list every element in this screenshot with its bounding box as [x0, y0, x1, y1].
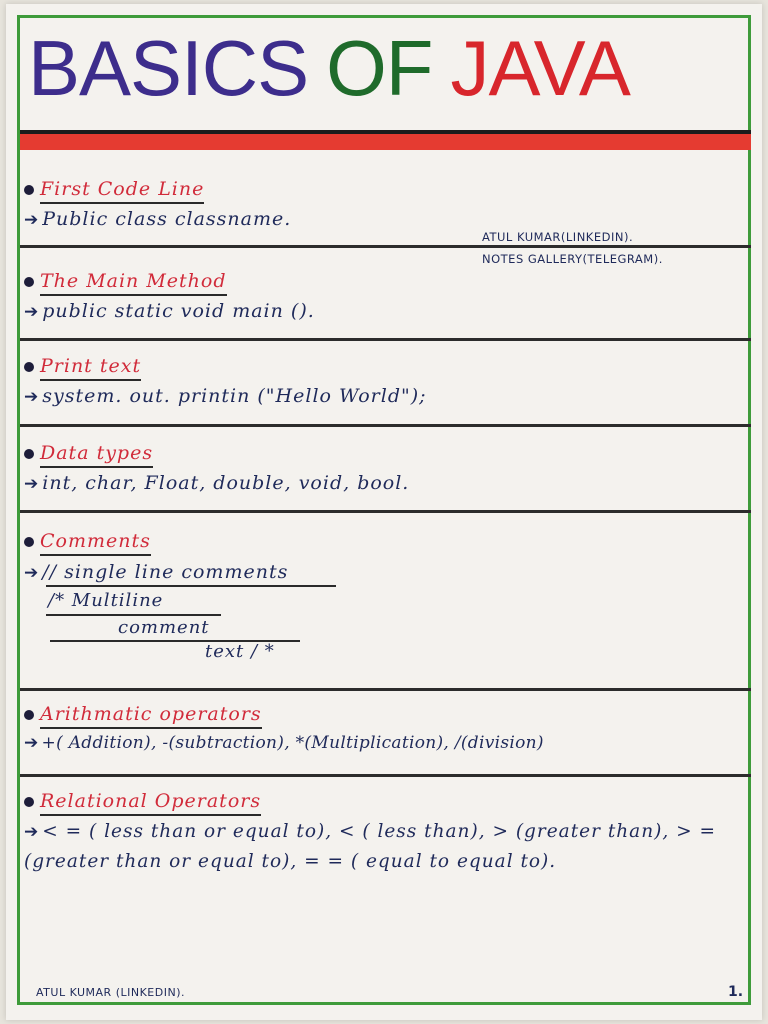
- section-divider: [20, 338, 751, 341]
- section-body-first-code-line: ➔ Public class classname.: [24, 208, 292, 230]
- right-arrow-icon: ➔: [24, 302, 40, 322]
- right-arrow-icon: ➔: [24, 822, 40, 842]
- title-word-java: JAVA: [450, 24, 630, 112]
- title-word-basics: BASICS: [28, 24, 309, 112]
- bullet-dot-icon: [24, 362, 34, 372]
- telegram-credit: NOTES GALLERY(TELEGRAM).: [482, 252, 663, 266]
- title-underline-band: [20, 130, 751, 150]
- right-arrow-icon: ➔: [24, 387, 40, 407]
- bullet-dot-icon: [24, 537, 34, 547]
- comment-multiline-end: text / *: [205, 641, 275, 662]
- section-divider: [20, 245, 751, 248]
- section-divider: [20, 424, 751, 427]
- page-number: 1.: [728, 984, 744, 1000]
- right-arrow-icon: ➔: [24, 563, 40, 583]
- footer-credit: ATUL KUMAR (LINKEDIN).: [36, 986, 185, 999]
- author-credit: ATUL KUMAR(LINKEDIN).: [482, 230, 634, 244]
- comment-multiline-middle: comment: [118, 617, 210, 638]
- right-arrow-icon: ➔: [24, 474, 40, 494]
- section-heading-arithmetic: Arithmatic operators: [24, 703, 262, 725]
- section-heading-main-method: The Main Method: [24, 270, 227, 292]
- section-divider: [20, 688, 751, 691]
- right-arrow-icon: ➔: [24, 210, 40, 230]
- section-heading-first-code-line: First Code Line: [24, 178, 204, 200]
- section-body-arithmetic: ➔ +( Addition), -(subtraction), *(Multiplication), /(division): [24, 733, 544, 753]
- section-body-print-text: ➔ system. out. printin ("Hello World");: [24, 385, 427, 407]
- bullet-dot-icon: [24, 277, 34, 287]
- right-arrow-icon: ➔: [24, 733, 39, 753]
- bullet-dot-icon: [24, 797, 34, 807]
- section-body-data-types: ➔ int, char, Float, double, void, bool.: [24, 472, 410, 494]
- comment-multiline-start: /* Multiline: [48, 590, 164, 611]
- bullet-dot-icon: [24, 710, 34, 720]
- underline: [46, 614, 221, 616]
- section-body-relational: ➔ < = ( less than or equal to), < ( less than), > (greater than), > = (greater than or equal to), = = ( equal to equal to).: [24, 821, 716, 872]
- underline: [46, 585, 336, 587]
- title-word-of: OF: [326, 24, 433, 112]
- section-divider: [20, 774, 751, 777]
- section-body-comments: ➔ // single line comments: [24, 561, 289, 583]
- bullet-dot-icon: [24, 185, 34, 195]
- section-heading-comments: Comments: [24, 530, 151, 552]
- page-title: [28, 18, 630, 118]
- bullet-dot-icon: [24, 449, 34, 459]
- section-heading-data-types: Data types: [24, 442, 153, 464]
- section-heading-relational: Relational Operators: [24, 790, 261, 812]
- section-divider: [20, 510, 751, 513]
- section-body-main-method: ➔ public static void main ().: [24, 300, 315, 322]
- section-heading-print-text: Print text: [24, 355, 141, 377]
